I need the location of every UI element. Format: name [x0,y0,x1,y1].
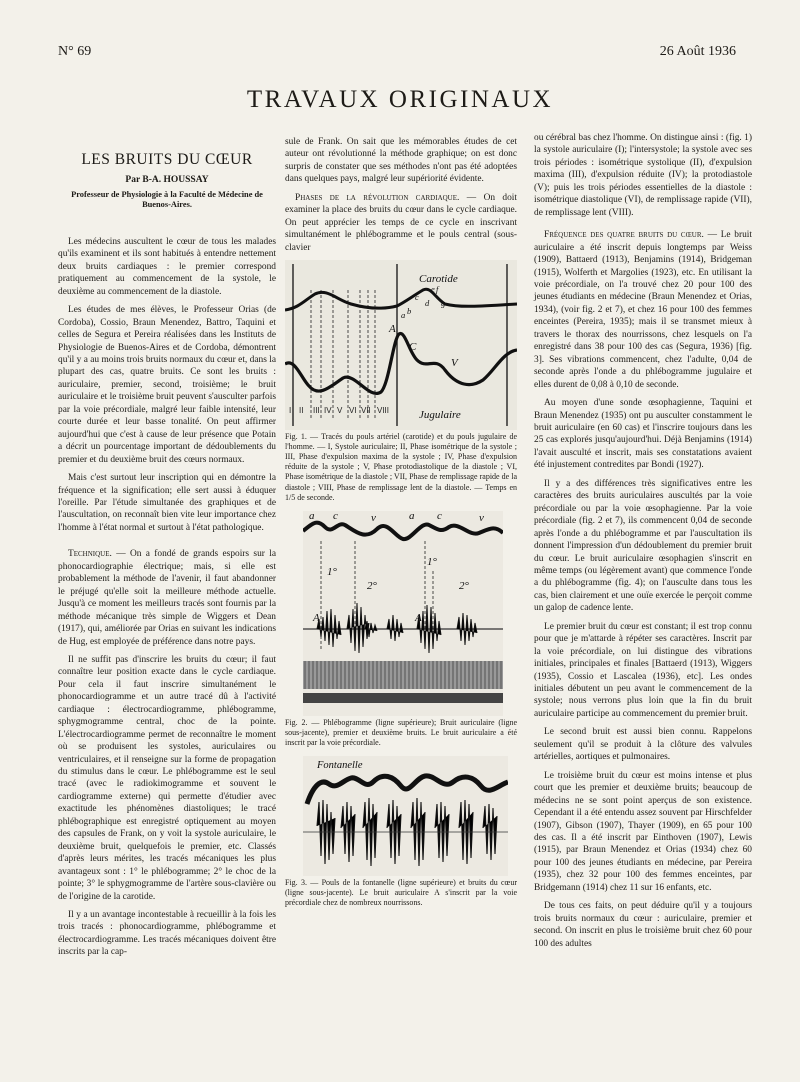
paragraph: sule de Frank. On sait que les mémorables études de cet auteur ont révolutionné la méthode graphique; on est donc surpris de constater que ses méthodes n'ont pas été adoptées dans quelques pays, malgré leur supériorité évidente. [285,137,517,185]
fig1-point: g [441,298,446,309]
phase-label: IV [324,406,332,416]
paragraph: Les études de mes élèves, le Professeur Orias (de Cordoba), Cossio, Braun Menendez, Battro, Taquini et celles de Segura et Pereira réalisées dans les Instituts de Physiologie de Buenos-Aires et de Cordoba, démontrent qu'il y a au moins trois bruits normaux du cœur et, dans la plupart des cas, quatre bruits. Ce sont les bruits : auriculaire, premier, second, troisième; le bruit auriculaire et le troisième bruit peuvent s'ausculter parfois par la voie précordiale, malgré leur faible intensité, leur courte durée et leur basse tonalité. On peut affirmer aujourd'hui que c'est à cause de leur présence que Potain a décrit un pourcentage important de dédoublements du premier et du deuxième bruit des cœurs normaux. [58,305,276,465]
fig1-point: a [401,310,406,321]
fig1-wave: V [451,357,458,370]
fig1-point: f [436,284,439,295]
phase-label: V [337,406,343,416]
section-title: TRAVAUX ORIGINAUX [246,86,554,113]
fig2-wave: c [333,510,338,522]
fig1-point: e [431,284,435,295]
section-heading-frequence: Fréquence des quatre bruits du cœur. [544,230,704,241]
paragraph: Au moyen d'une sonde œsophagienne, Taquini et Braun Menendez (1935) ont pu ausculter constamment le bruit auriculaire (en 60 cas) et l'inscrire toujours dans les 25 cas explorés jusqu'aujourd'hui. Déjà Benjamins (1914) l'avait ausculté et inscrit, mais ses constatations avaient été injustement contredites par Bondi (1927). [534,398,752,471]
paragraph: Il y a un avantage incontestable à recueillir à la fois les trois tracés : phonocardiogramme, phlébogramme et électrocardiogramme. Les tracés mécaniques doivent être inscrits par la cap- [58,910,276,958]
figure-2-caption: Fig. 2. — Phlébogramme (ligne supérieure); Bruit auriculaire (ligne sous-jacente), premier et deuxième bruits. Le bruit auriculaire a été inscrit par la voie précordiale. [285,717,517,747]
fig1-label-jugulaire: Jugulaire [419,409,461,422]
paragraph-text: On doit examiner la place des bruits du cœur dans le cycle cardiaque. On peut apprécier les temps de ce cycle en inscrivant simultanément le phlébogramme et le pouls central (sous-clavier [285,192,518,253]
figure-1 [285,260,517,503]
phase-label: I [289,406,292,416]
paragraph: Les médecins auscultent le cœur de tous les malades qu'ils examinent et ils sont habitués à entendre nettement deux bruits cardiaques : le premier correspond pratiquement au commencement de la systole, le deuxième au commencement de la diastole. [58,236,276,297]
fig2-wave: a [409,510,415,522]
figure-3 [285,756,517,908]
fig1-point: d [425,298,430,309]
column-right [534,132,752,956]
figure-2-tracing [303,511,503,716]
phase-label: II [299,406,304,416]
fig2-wave: v [371,511,376,524]
fig2-mark: A [415,611,422,624]
fig2-wave: a [309,510,315,522]
paragraph: Le troisième bruit du cœur est moins intense et plus court que les premier et deuxième bruits; beaucoup de médecins ne se sont point aperçus de son existence. Cependant il a été entendu assez souvent par Hirschfelder (1907), Gibson (1907), Thayer (1909), en 65 pour 100 des cas. Il a été inscrit par Einthoven (1907), Lewis (1915), par Braun Menendez et Orias (1934) chez 60 pour 100 des jeunes étudiants en médecine, par Pereira (1935), chez 32 pour 100 des femmes enceintes, par Bridgemann (1914) chez 11 sur 16 enfants, etc. [534,770,752,893]
paragraph: Le premier bruit du cœur est constant; il est trop connu pour que je m'attarde à répéter ses caractères. Inscrit par la voie précordiale, on lui distingue des vibrations initiales, principales et finales [Battaerd (1913), Wiggers (1935), Cossio et Lascalea (1936), etc]. Les ondes initiales débutent un peu avant le commencement de la systole; nous verrons plus loin que la fin du bruit auriculaire participe au commencement du premier bruit. [534,621,752,719]
phase-label: VIII [377,406,390,416]
paragraph: Le second bruit est aussi bien connu. Rappelons seulement qu'il se produit à la clôture des valvules artérielles, aortiques et pulmonaires. [534,727,752,763]
paragraph: De tous ces faits, on peut déduire qu'il y a toujours trois bruits normaux du cœur : auriculaire, premier et second. On inscrit en plus le troisième bruit chez 60 pour 100 des adultes [534,901,752,949]
fig3-label-fontanelle: Fontanelle [317,760,363,772]
paragraph: ou cérébral bas chez l'homme. On distingue ainsi : (fig. 1) la systole auriculaire (I); l'intersystole; la systole avec ses trois périodes : isométrique systolique (II), d'expulsion maxima (III), d'expulsion réduite (IV); la protodiastole (V); puis les trois périodes essentielles de la diastole : isométrique diastolique (VI), de remplissage rapide (VII), de remplissage lent (VIII). [534,133,752,218]
figure-3-caption: Fig. 3. — Pouls de la fontanelle (ligne supérieure) et bruits du cœur (ligne sous-jacente). Le bruit auriculaire A s'inscrit par la voie précordiale chez de nombreux nourrissons. [285,878,517,908]
column-middle [285,136,517,916]
fig1-wave: C [409,341,417,354]
phase-label: VI [349,406,357,416]
article-title: LES BRUITS DU CŒUR [81,151,253,168]
paragraph: Fréquence des quatre bruits du cœur. — Le bruit auriculaire a été inscrit depuis longtemps par Weiss (1909), Battaerd (1913), Benjamins (1914), Bridgeman (1915), Wolferth et Margolies (1923), etc. En utilisant la voie précordiale, on l'a trouvé chez 20 pour 100 des jeunes étudiants en médecine (Braun Menendez et Orias, 1934), (voir fig. 2 et 7), et chez 16 pour 100 des femmes enceintes (Pereira, 1935); mais il se transmet mieux à travers le thorax des nourrissons, chez lesquels on l'a enregistré dans 38 pour 100 des cas (Segura, 1936) [fig. 3]. Ses vibrations commencent, chez l'adulte, 0,04 de seconde après l'onde a du phlébogramme jugulaire et elles durent de 0,08 à 0,10 de seconde. [534,230,752,390]
fig1-wave: A [389,323,396,336]
paragraph: Il ne suffit pas d'inscrire les bruits du cœur; il faut connaître leur position exacte dans le cycle cardiaque. Pour cela il faut inscrire simultanément le phonocardiogramme et un autre tracé dû à l'activité cardiaque : électrocardiogramme, phlébogramme, sphygmogramme central, choc de la pointe. L'électrocardiogramme permet de reconnaître le moment où se produisent les systoles, auriculaires ou ventriculaires, et il renseigne sur la forme de propagation du stimulus dans le cœur. Le phlébogramme est le seul tracé (avec le radiokimogramme et souvent le cardiogramme externe) qui permette d'étudier avec exactitude les phénomènes diastoliques; le tracé phlébographique est enregistré optiquement au moyen des capsules de Frank, on y voit la systole auriculaire, le deuxième bruit, quelquefois le premier, etc. Classés d'après leurs mérites, les tracés mécaniques les plus avantageux sont : 1° le phlébogramme; 2° le choc de la pointe; 3° le sphygmogramme de l'artère sous-clavière ou de l'origine de la carotide. [58,654,276,902]
fig1-label-carotide: Carotide [419,273,458,286]
phase-label: III [313,406,320,416]
section-heading-phases: Phases de la révolution cardiaque. [295,192,460,203]
fig2-sound: 1° [327,565,337,578]
fig1-point: b [407,306,412,317]
figure-2 [285,511,517,748]
section-heading-technique: Technique. [68,549,112,560]
fig2-mark: A [313,611,320,624]
paragraph: Mais c'est surtout leur inscription qui en démontre la fréquence et la signification; elle sert aussi à éduquer l'oreille. Par l'étude simultanée des graphiques et de l'auscultation, on reconnaît bien vite leur importance chez l'homme à l'état normal et surtout à l'état pathologique. [58,473,276,533]
paragraph-text: Le bruit auriculaire a été inscrit depuis longtemps par Weiss (1909), Battaerd (1913), Benjamins (1914), Bridgeman (1915), Wolferth et Margolies (1923), etc. En utilisant la voie précordiale, on l'a trouvé chez 20 pour 100 des jeunes étudiants en médecine (Braun Menendez et Orias, 1934), (voir fig. 2 et 7), et chez 16 pour 100 des femmes enceintes (Pereira, 1935); mais il se transmet mieux à travers le thorax des nourrissons, chez lesquels on l'a enregistré dans 38 pour 100 des cas (Segura, 1936) [fig. 3]. Ses vibrations commencent, chez l'adulte, 0,04 de seconde après l'onde a du phlébogramme jugulaire et elles durent de 0,08 à 0,10 de seconde. [534,230,752,390]
author-affiliation: Professeur de Physiologie à la Faculté de Médecine de Buenos-Aires. [71,189,263,209]
fig2-sound: 2° [367,579,377,592]
issue-date: 26 Août 1936 [659,44,736,59]
paragraph-text: On a fondé de grands espoirs sur la phonocardiographie électrique; mais, si elle est probablement la méthode de l'avenir, il faut abandonner le préjugé qu'elle soit la meilleure méthode actuelle. Jusqu'à ce moment les meilleurs tracés sont fournis par la méthode mécanique très simple de Wiggers et Dean (1917), qui, améliorée par Orias en suivant les indications de Hug, est employée de préférence dans notre pays. [58,549,277,647]
phase-label: VII [361,406,371,416]
column-left [58,132,276,965]
paragraph: Il y a des différences très significatives entre les caractères des bruits auriculaires auscultés par la voie précordiale ou par la voie œsophagienne. Par la voie précordiale (fig. 2 et 7), ils commencent 0,04 de seconde après l'onde a du phlébogramme et par l'auscultation ils donnent l'impression d'un dédoublement du premier bruit du cœur. Le bruit auriculaire œsophagien s'inscrit en même temps (ou légèrement avant) que commence l'onde a du phlébogramme (fig. 4); on l'ausculte dans tous les cas, bien clairement et une ouïe exercée le perçoit comme un galop de cadence lente. [534,478,752,614]
issue-number: N° 69 [58,44,92,59]
figure-1-tracing [285,260,517,430]
paragraph: Technique. — On a fondé de grands espoirs sur la phonocardiographie électrique; mais, si elle est probablement la méthode de l'avenir, il faut abandonner le préjugé qu'elle soit la meilleure méthode actuelle. Jusqu'à ce moment les meilleurs tracés sont fournis par la méthode mécanique très simple de Wiggers et Dean (1917), qui, améliorée par Orias en suivant les indications de Hug, est employée de préférence dans notre pays. [58,549,277,647]
figure-3-tracing [303,756,508,876]
figure-1-caption: Fig. 1. — Tracés du pouls artériel (carotide) et du pouls jugulaire de l'homme. — I, Systole auriculaire; II, Phase isométrique de la systole ; III, Phase d'expulsion maxima de la systole ; IV, Phase d'expulsion réduite de la systole ; V, Phase protodiastolique de la diastole ; VI, Phase isométrique de la diastole ; VII, Phase de remplissage rapide de la diastole ; VIII, Phase de remplissage lent de la diastole. — Temps en 1/5 de seconde. [285,432,517,502]
fig2-sound: 2° [459,579,469,592]
fig1-point: c [415,292,419,303]
article-author: Par B-A. HOUSSAY [125,175,209,186]
fig2-sound: 1° [427,555,437,568]
fig2-wave: c [437,510,442,522]
paragraph: Phases de la révolution cardiaque. — On doit examiner la place des bruits du cœur dans le cycle cardiaque. On peut apprécier les temps de ce cycle en inscrivant simultanément le phlébogramme et le pouls central (sous-clavier [285,192,518,253]
fig2-wave: v [479,511,484,524]
